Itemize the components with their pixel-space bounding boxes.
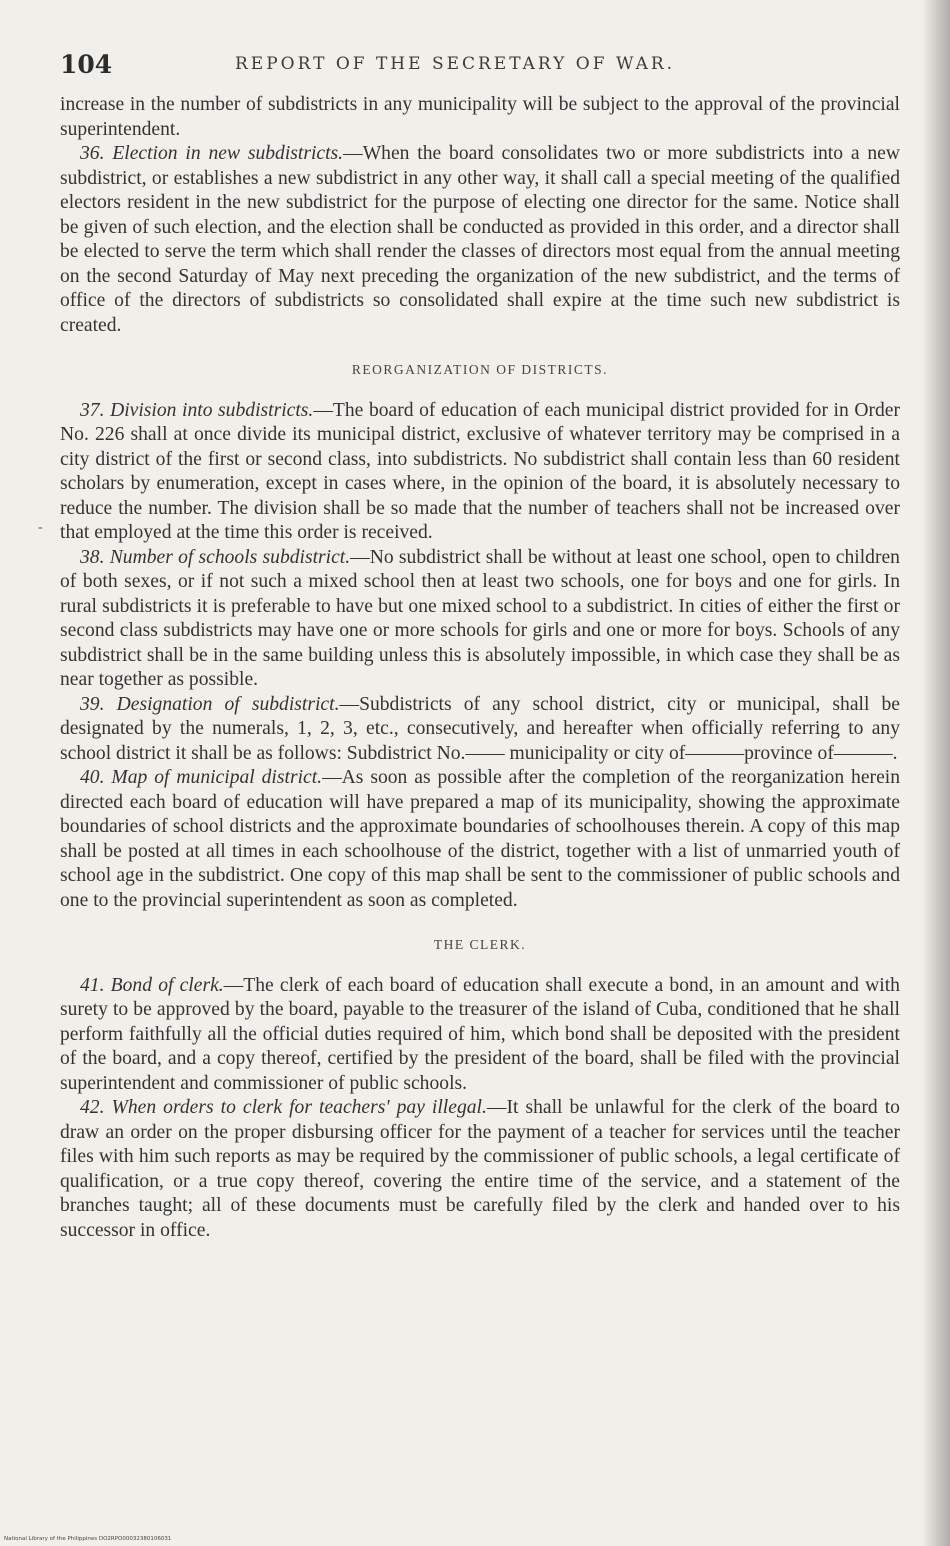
- section-title: When orders to clerk for teachers' pay illegal.: [111, 1097, 487, 1118]
- section-38: [60, 546, 900, 693]
- page-header: [60, 50, 910, 90]
- page-edge-shadow: [922, 0, 950, 1546]
- section-text: —It shall be unlawful for the clerk of the board to draw an order on the proper disbursing officer for the payment of a teacher for services until the teacher files with him such reports as may be required by the commissioner of public schools, a legal certificate of qualification, or a true copy thereof, covering the entire time of the service, and a statement of the branches taught; all of these documents must be carefully filed by the clerk and handed over to his successor in office.: [60, 1097, 900, 1241]
- heading-the-clerk: THE CLERK.: [433, 937, 527, 952]
- section-title: Designation of subdistrict.: [116, 693, 340, 715]
- section-title: Map of municipal district.: [111, 767, 323, 788]
- section-title: Bond of clerk.: [110, 974, 224, 996]
- page-number: 104: [60, 50, 113, 79]
- section-text: —As soon as possible after the completion of the reorganization herein directed each board of education will have prepared a map of its municipality, showing the approximate boundaries of school districts and the approximate boundaries of schoolhouses therein. A copy of this map shall be posted at all times in each schoolhouse of the district, together with a list of unmarried youth of school age in the subdistrict. One copy of this map shall be sent to the commissioner of public schools and one to the provincial superintendent as soon as completed.: [60, 767, 901, 911]
- section-number: 37.: [80, 399, 105, 421]
- margin-mark: -: [38, 520, 43, 535]
- section-37: [60, 399, 900, 546]
- section-title: Division into subdistricts.: [110, 399, 314, 421]
- section-41: [60, 974, 900, 1097]
- section-42: [60, 1096, 900, 1243]
- section-number: 39.: [80, 693, 105, 715]
- running-head: REPORT OF THE SECRETARY OF WAR.: [235, 54, 676, 74]
- section-39: [60, 693, 900, 767]
- section-text: —The clerk of each board of education shall execute a bond, in an amount and with surety to be approved by the board, payable to the treasurer of the island of Cuba, conditioned that he shall perform faithfully all the official duties required of him, which bond shall be deposited with the president of the board, and a copy thereof, certified by the president of the board, shall be filed with the provincial superintendent and commissioner of public schools.: [60, 974, 900, 1094]
- section-36: [60, 142, 900, 338]
- section-text: —No subdistrict shall be without at least one school, open to children of both sexes, or if not such a mixed school then at least two schools, one for boys and one for girls. In rural subdistricts it is preferable to have but one mixed school to a subdistrict. In cities of either the first or second class subdistricts may have one or more schools for girls and one or more for boys. Schools of any subdistrict shall be in the same building unless this is absolutely impossible, in which case they shall be as near together as possible.: [60, 546, 900, 690]
- scan-credit: National Library of the Philippines DO2RPO00032380106031: [4, 1536, 172, 1542]
- section-text: —The board of education of each municipal district provided for in Order No. 226 shall at once divide its municipal district, exclusive of whatever territory may be comprised in a city district of the first or second class, into subdistricts. No subdistrict shall contain less than 60 resident scholars by enumeration, except in cases where, in the opinion of the board, it is absolutely necessary to reduce the number. The division shall be so made that the number of teachers shall not be increased over that employed at the time this order is received.: [60, 399, 901, 543]
- section-text: —When the board consolidates two or more subdistricts into a new subdistrict, or establishes a new subdistrict in any other way, it shall call a special meeting of the qualified electors resident in the new subdistrict for the purpose of electing one director for the same. Notice shall be given of such election, and the election shall be conducted as provided in this order, and a director shall be elected to serve the term which shall render the classes of directors most equal from the annual meeting on the second Saturday of May next preceding the organization of the new subdistrict, and the terms of office of the directors of subdistricts so consolidated shall expire at the time such new subdistrict is created.: [60, 143, 901, 336]
- continuation-paragraph: increase in the number of subdistricts in any municipality will be subject to the approval of the provincial superintendent.: [60, 94, 900, 140]
- section-title: Number of schools subdistrict.: [109, 546, 351, 568]
- heading-reorganization: REORGANIZATION OF DISTRICTS.: [351, 362, 609, 377]
- section-number: 40.: [80, 767, 105, 788]
- section-number: 41.: [80, 974, 105, 996]
- document-body: [60, 93, 900, 1243]
- section-number: 36.: [80, 143, 105, 164]
- section-title: Election in new subdistricts.: [112, 143, 344, 164]
- section-number: 38.: [80, 546, 105, 568]
- section-number: 42.: [80, 1097, 105, 1118]
- section-40: [60, 766, 900, 913]
- section-text: —Subdistricts of any school district, city or municipal, shall be designated by the numerals, 1, 2, 3, etc., consecutively, and hereafter when officially referring to any school district it shall be as follows: Subdistrict No.—— municipality or city of———province of———.: [60, 693, 900, 764]
